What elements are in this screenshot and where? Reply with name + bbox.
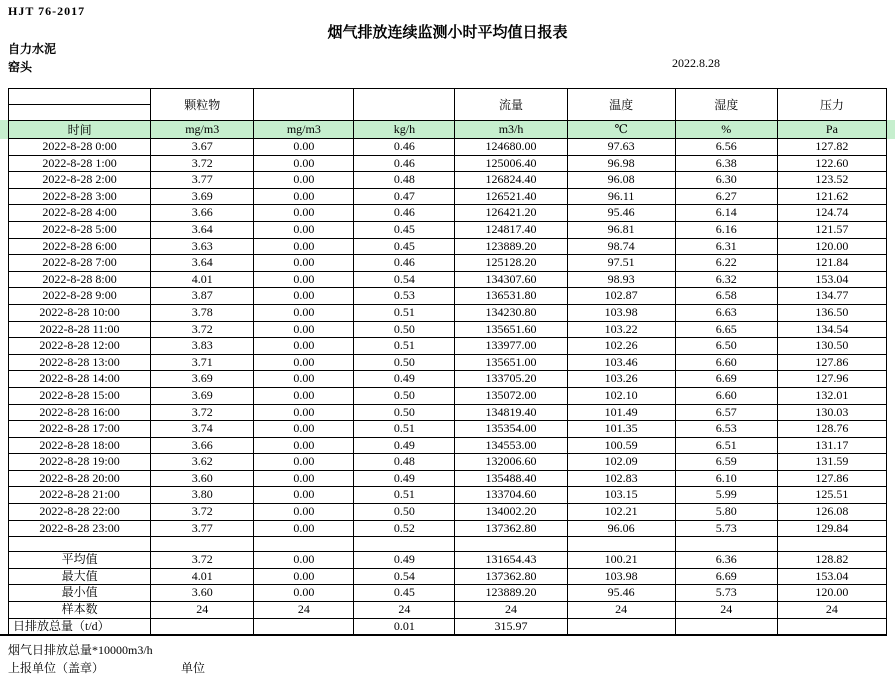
value-cell: 0.48 <box>354 454 455 471</box>
value-cell: 97.51 <box>567 255 675 272</box>
value-cell: 102.26 <box>567 338 675 355</box>
value-cell: 0.00 <box>254 421 354 438</box>
summary-value-cell <box>777 618 886 634</box>
value-cell: 0.50 <box>354 354 455 371</box>
value-cell: 0.00 <box>254 139 354 156</box>
value-cell: 134553.00 <box>455 437 567 454</box>
summary-value-cell: 123889.20 <box>455 585 567 602</box>
value-cell: 0.00 <box>254 304 354 321</box>
time-cell: 2022-8-28 19:00 <box>9 454 151 471</box>
value-cell: 0.50 <box>354 404 455 421</box>
value-cell: 137362.80 <box>455 520 567 537</box>
time-cell: 2022-8-28 16:00 <box>9 404 151 421</box>
group-header-cell-temperature: 温度 <box>567 89 675 121</box>
value-cell: 0.00 <box>254 387 354 404</box>
value-cell: 6.59 <box>675 454 777 471</box>
summary-value-cell <box>254 618 354 634</box>
table-row <box>9 238 887 255</box>
value-cell: 134002.20 <box>455 504 567 521</box>
summary-value-cell: 24 <box>354 602 455 619</box>
table-header <box>9 89 887 139</box>
value-cell: 0.51 <box>354 487 455 504</box>
value-cell: 0.54 <box>354 271 455 288</box>
unit-header-row <box>9 121 887 139</box>
value-cell: 130.50 <box>777 338 886 355</box>
value-cell: 122.60 <box>777 155 886 172</box>
value-cell: 95.46 <box>567 205 675 222</box>
summary-value-cell: 153.04 <box>777 568 886 585</box>
value-cell: 6.69 <box>675 371 777 388</box>
value-cell: 0.46 <box>354 139 455 156</box>
value-cell: 0.00 <box>254 454 354 471</box>
value-cell: 3.72 <box>151 321 254 338</box>
value-cell: 135072.00 <box>455 387 567 404</box>
unit-label: 单位 <box>181 661 206 675</box>
summary-value-cell: 4.01 <box>151 568 254 585</box>
unit-cell-celsius: ℃ <box>567 121 675 139</box>
summary-rows <box>9 552 887 634</box>
time-cell: 2022-8-28 0:00 <box>9 139 151 156</box>
value-cell: 133705.20 <box>455 371 567 388</box>
value-cell: 6.27 <box>675 188 777 205</box>
table-row <box>9 354 887 371</box>
value-cell: 127.82 <box>777 139 886 156</box>
value-cell: 0.00 <box>254 371 354 388</box>
value-cell: 127.86 <box>777 470 886 487</box>
summary-value-cell: 95.46 <box>567 585 675 602</box>
summary-value-cell: 128.82 <box>777 552 886 569</box>
value-cell: 0.49 <box>354 371 455 388</box>
value-cell: 5.99 <box>675 487 777 504</box>
summary-value-cell: 0.54 <box>354 568 455 585</box>
table-row <box>9 255 887 272</box>
value-cell: 3.72 <box>151 404 254 421</box>
time-cell: 2022-8-28 21:00 <box>9 487 151 504</box>
time-cell: 2022-8-28 6:00 <box>9 238 151 255</box>
report-table <box>8 88 887 634</box>
data-rows <box>9 139 887 537</box>
value-cell: 3.63 <box>151 238 254 255</box>
value-cell: 124817.40 <box>455 221 567 238</box>
table-row <box>9 139 887 156</box>
time-cell: 2022-8-28 3:00 <box>9 188 151 205</box>
group-header-cell-blank1 <box>254 89 354 121</box>
value-cell: 0.00 <box>254 205 354 222</box>
value-cell: 0.46 <box>354 205 455 222</box>
value-cell: 98.74 <box>567 238 675 255</box>
summary-value-cell: 315.97 <box>455 618 567 634</box>
value-cell: 3.64 <box>151 221 254 238</box>
table-row <box>9 504 887 521</box>
value-cell: 0.00 <box>254 155 354 172</box>
value-cell: 3.78 <box>151 304 254 321</box>
unit-cell-percent: % <box>675 121 777 139</box>
value-cell: 0.00 <box>254 255 354 272</box>
table-row <box>9 404 887 421</box>
value-cell: 0.00 <box>254 172 354 189</box>
value-cell: 103.22 <box>567 321 675 338</box>
value-cell: 0.00 <box>254 437 354 454</box>
value-cell: 98.93 <box>567 271 675 288</box>
value-cell: 133704.60 <box>455 487 567 504</box>
value-cell: 127.96 <box>777 371 886 388</box>
value-cell: 6.56 <box>675 139 777 156</box>
value-cell: 0.48 <box>354 172 455 189</box>
value-cell: 0.51 <box>354 304 455 321</box>
value-cell: 126521.40 <box>455 188 567 205</box>
summary-row <box>9 602 887 619</box>
time-cell: 2022-8-28 10:00 <box>9 304 151 321</box>
value-cell: 3.69 <box>151 188 254 205</box>
value-cell: 6.22 <box>675 255 777 272</box>
value-cell: 6.51 <box>675 437 777 454</box>
value-cell: 0.00 <box>254 188 354 205</box>
summary-row <box>9 618 887 634</box>
summary-value-cell <box>567 618 675 634</box>
value-cell: 134.77 <box>777 288 886 305</box>
value-cell: 3.77 <box>151 520 254 537</box>
summary-row <box>9 552 887 569</box>
value-cell: 6.30 <box>675 172 777 189</box>
value-cell: 0.49 <box>354 437 455 454</box>
value-cell: 135488.40 <box>455 470 567 487</box>
table-row <box>9 271 887 288</box>
summary-label-cell: 最大值 <box>9 568 151 585</box>
value-cell: 131.17 <box>777 437 886 454</box>
value-cell: 134819.40 <box>455 404 567 421</box>
time-cell: 2022-8-28 12:00 <box>9 338 151 355</box>
time-cell: 2022-8-28 13:00 <box>9 354 151 371</box>
unit-cell-mgm3-1: mg/m3 <box>151 121 254 139</box>
value-cell: 128.76 <box>777 421 886 438</box>
table-row <box>9 321 887 338</box>
summary-value-cell: 120.00 <box>777 585 886 602</box>
value-cell: 134.54 <box>777 321 886 338</box>
value-cell: 3.66 <box>151 205 254 222</box>
value-cell: 103.98 <box>567 304 675 321</box>
value-cell: 96.98 <box>567 155 675 172</box>
value-cell: 96.06 <box>567 520 675 537</box>
unit-cell-m3h: m3/h <box>455 121 567 139</box>
table-row <box>9 188 887 205</box>
table-row <box>9 221 887 238</box>
footer-note: 烟气日排放总量*10000m3/h <box>8 643 153 657</box>
spacer-row <box>9 537 887 552</box>
value-cell: 97.63 <box>567 139 675 156</box>
unit-cell-time: 时间 <box>9 121 151 139</box>
value-cell: 127.86 <box>777 354 886 371</box>
summary-value-cell: 24 <box>455 602 567 619</box>
value-cell: 126.08 <box>777 504 886 521</box>
value-cell: 0.00 <box>254 221 354 238</box>
unit-cell-pa: Pa <box>777 121 886 139</box>
group-header-cell-flow: 流量 <box>455 89 567 121</box>
group-header-cell-pm: 颗粒物 <box>151 89 254 121</box>
summary-value-cell: 24 <box>254 602 354 619</box>
value-cell: 3.87 <box>151 288 254 305</box>
table-row <box>9 371 887 388</box>
summary-value-cell: 137362.80 <box>455 568 567 585</box>
report-unit-label: 上报单位（盖章） <box>8 661 105 675</box>
value-cell: 130.03 <box>777 404 886 421</box>
company-name: 自力水泥 <box>8 42 57 56</box>
value-cell: 3.77 <box>151 172 254 189</box>
value-cell: 126421.20 <box>455 205 567 222</box>
time-cell: 2022-8-28 22:00 <box>9 504 151 521</box>
value-cell: 136.50 <box>777 304 886 321</box>
value-cell: 3.60 <box>151 470 254 487</box>
header-split-bottom <box>9 105 150 120</box>
value-cell: 6.10 <box>675 470 777 487</box>
unit-cell-kgh: kg/h <box>354 121 455 139</box>
value-cell: 3.83 <box>151 338 254 355</box>
summary-value-cell: 6.36 <box>675 552 777 569</box>
value-cell: 0.51 <box>354 338 455 355</box>
value-cell: 125128.20 <box>455 255 567 272</box>
value-cell: 6.60 <box>675 354 777 371</box>
group-header-cell-time <box>9 89 151 121</box>
spacer-rows <box>9 537 887 552</box>
value-cell: 120.00 <box>777 238 886 255</box>
summary-value-cell: 3.60 <box>151 585 254 602</box>
table-row <box>9 437 887 454</box>
summary-value-cell <box>151 618 254 634</box>
value-cell: 153.04 <box>777 271 886 288</box>
value-cell: 0.00 <box>254 271 354 288</box>
summary-value-cell: 103.98 <box>567 568 675 585</box>
value-cell: 3.67 <box>151 139 254 156</box>
unit-cell-mgm3-2: mg/m3 <box>254 121 354 139</box>
table-bottom-border <box>0 634 887 636</box>
value-cell: 121.62 <box>777 188 886 205</box>
value-cell: 6.57 <box>675 404 777 421</box>
summary-value-cell <box>675 618 777 634</box>
value-cell: 4.01 <box>151 271 254 288</box>
value-cell: 0.00 <box>254 238 354 255</box>
value-cell: 124.74 <box>777 205 886 222</box>
summary-value-cell: 0.01 <box>354 618 455 634</box>
value-cell: 129.84 <box>777 520 886 537</box>
summary-value-cell: 3.72 <box>151 552 254 569</box>
value-cell: 101.49 <box>567 404 675 421</box>
value-cell: 6.31 <box>675 238 777 255</box>
station-name: 窑头 <box>8 60 33 74</box>
table-row <box>9 338 887 355</box>
time-cell: 2022-8-28 20:00 <box>9 470 151 487</box>
value-cell: 0.00 <box>254 404 354 421</box>
value-cell: 131.59 <box>777 454 886 471</box>
table-row <box>9 454 887 471</box>
value-cell: 3.64 <box>151 255 254 272</box>
value-cell: 0.00 <box>254 520 354 537</box>
time-cell: 2022-8-28 17:00 <box>9 421 151 438</box>
table-row <box>9 205 887 222</box>
group-header-cell-blank2 <box>354 89 455 121</box>
value-cell: 135354.00 <box>455 421 567 438</box>
value-cell: 0.00 <box>254 338 354 355</box>
value-cell: 121.84 <box>777 255 886 272</box>
value-cell: 0.00 <box>254 487 354 504</box>
summary-value-cell: 0.00 <box>254 552 354 569</box>
table-row <box>9 421 887 438</box>
summary-value-cell: 24 <box>567 602 675 619</box>
value-cell: 5.73 <box>675 520 777 537</box>
value-cell: 125006.40 <box>455 155 567 172</box>
value-cell: 103.46 <box>567 354 675 371</box>
report-date: 2022.8.28 <box>672 56 720 70</box>
value-cell: 3.72 <box>151 504 254 521</box>
value-cell: 96.08 <box>567 172 675 189</box>
value-cell: 100.59 <box>567 437 675 454</box>
value-cell: 0.47 <box>354 188 455 205</box>
value-cell: 0.46 <box>354 155 455 172</box>
summary-label-cell: 样本数 <box>9 602 151 619</box>
header-split-top <box>9 89 150 105</box>
value-cell: 125.51 <box>777 487 886 504</box>
value-cell: 6.14 <box>675 205 777 222</box>
doc-code: HJT 76-2017 <box>8 4 86 18</box>
summary-value-cell: 0.00 <box>254 585 354 602</box>
value-cell: 0.51 <box>354 421 455 438</box>
value-cell: 96.11 <box>567 188 675 205</box>
value-cell: 102.83 <box>567 470 675 487</box>
table-row <box>9 288 887 305</box>
page-title: 烟气排放连续监测小时平均值日报表 <box>327 25 568 41</box>
value-cell: 0.52 <box>354 520 455 537</box>
table-row <box>9 172 887 189</box>
value-cell: 102.09 <box>567 454 675 471</box>
group-header-cell-pressure: 压力 <box>777 89 886 121</box>
value-cell: 6.63 <box>675 304 777 321</box>
summary-row <box>9 568 887 585</box>
value-cell: 6.53 <box>675 421 777 438</box>
value-cell: 126824.40 <box>455 172 567 189</box>
summary-value-cell: 131654.43 <box>455 552 567 569</box>
table-row <box>9 520 887 537</box>
value-cell: 3.74 <box>151 421 254 438</box>
value-cell: 96.81 <box>567 221 675 238</box>
value-cell: 3.62 <box>151 454 254 471</box>
value-cell: 133977.00 <box>455 338 567 355</box>
value-cell: 102.10 <box>567 387 675 404</box>
table-row <box>9 470 887 487</box>
value-cell: 3.71 <box>151 354 254 371</box>
value-cell: 136531.80 <box>455 288 567 305</box>
group-header-row <box>9 89 887 121</box>
value-cell: 102.87 <box>567 288 675 305</box>
value-cell: 102.21 <box>567 504 675 521</box>
time-cell: 2022-8-28 18:00 <box>9 437 151 454</box>
summary-value-cell: 24 <box>777 602 886 619</box>
table-row <box>9 487 887 504</box>
value-cell: 0.00 <box>254 321 354 338</box>
table-row <box>9 387 887 404</box>
time-cell: 2022-8-28 8:00 <box>9 271 151 288</box>
summary-value-cell: 6.69 <box>675 568 777 585</box>
summary-label-cell: 日排放总量（t/d） <box>9 618 151 634</box>
value-cell: 6.65 <box>675 321 777 338</box>
summary-label-cell: 平均值 <box>9 552 151 569</box>
table-row <box>9 155 887 172</box>
report-table-wrap <box>8 88 887 636</box>
summary-row <box>9 585 887 602</box>
time-cell: 2022-8-28 15:00 <box>9 387 151 404</box>
summary-value-cell: 24 <box>675 602 777 619</box>
time-cell: 2022-8-28 1:00 <box>9 155 151 172</box>
value-cell: 0.00 <box>254 288 354 305</box>
summary-value-cell: 0.00 <box>254 568 354 585</box>
value-cell: 6.38 <box>675 155 777 172</box>
time-cell: 2022-8-28 5:00 <box>9 221 151 238</box>
summary-value-cell: 24 <box>151 602 254 619</box>
time-cell: 2022-8-28 4:00 <box>9 205 151 222</box>
value-cell: 5.80 <box>675 504 777 521</box>
value-cell: 3.69 <box>151 387 254 404</box>
value-cell: 6.50 <box>675 338 777 355</box>
time-cell: 2022-8-28 9:00 <box>9 288 151 305</box>
time-cell: 2022-8-28 7:00 <box>9 255 151 272</box>
value-cell: 123889.20 <box>455 238 567 255</box>
value-cell: 0.53 <box>354 288 455 305</box>
value-cell: 0.45 <box>354 221 455 238</box>
value-cell: 124680.00 <box>455 139 567 156</box>
value-cell: 6.60 <box>675 387 777 404</box>
time-cell: 2022-8-28 11:00 <box>9 321 151 338</box>
summary-value-cell: 0.45 <box>354 585 455 602</box>
value-cell: 6.58 <box>675 288 777 305</box>
value-cell: 135651.60 <box>455 321 567 338</box>
value-cell: 6.32 <box>675 271 777 288</box>
group-header-cell-humidity: 湿度 <box>675 89 777 121</box>
time-cell: 2022-8-28 14:00 <box>9 371 151 388</box>
value-cell: 103.26 <box>567 371 675 388</box>
value-cell: 0.00 <box>254 354 354 371</box>
summary-value-cell: 0.49 <box>354 552 455 569</box>
value-cell: 132006.60 <box>455 454 567 471</box>
value-cell: 135651.00 <box>455 354 567 371</box>
value-cell: 3.80 <box>151 487 254 504</box>
value-cell: 123.52 <box>777 172 886 189</box>
value-cell: 0.46 <box>354 255 455 272</box>
value-cell: 134230.80 <box>455 304 567 321</box>
table-row <box>9 304 887 321</box>
value-cell: 0.45 <box>354 238 455 255</box>
value-cell: 3.69 <box>151 371 254 388</box>
value-cell: 101.35 <box>567 421 675 438</box>
value-cell: 103.15 <box>567 487 675 504</box>
value-cell: 6.16 <box>675 221 777 238</box>
value-cell: 0.00 <box>254 470 354 487</box>
value-cell: 0.50 <box>354 321 455 338</box>
footer-line <box>8 659 608 676</box>
value-cell: 0.00 <box>254 504 354 521</box>
value-cell: 121.57 <box>777 221 886 238</box>
value-cell: 134307.60 <box>455 271 567 288</box>
time-cell: 2022-8-28 23:00 <box>9 520 151 537</box>
time-cell: 2022-8-28 2:00 <box>9 172 151 189</box>
value-cell: 3.66 <box>151 437 254 454</box>
value-cell: 132.01 <box>777 387 886 404</box>
summary-label-cell: 最小值 <box>9 585 151 602</box>
value-cell: 0.50 <box>354 387 455 404</box>
value-cell: 0.49 <box>354 470 455 487</box>
value-cell: 0.50 <box>354 504 455 521</box>
summary-value-cell: 5.73 <box>675 585 777 602</box>
value-cell: 3.72 <box>151 155 254 172</box>
summary-value-cell: 100.21 <box>567 552 675 569</box>
